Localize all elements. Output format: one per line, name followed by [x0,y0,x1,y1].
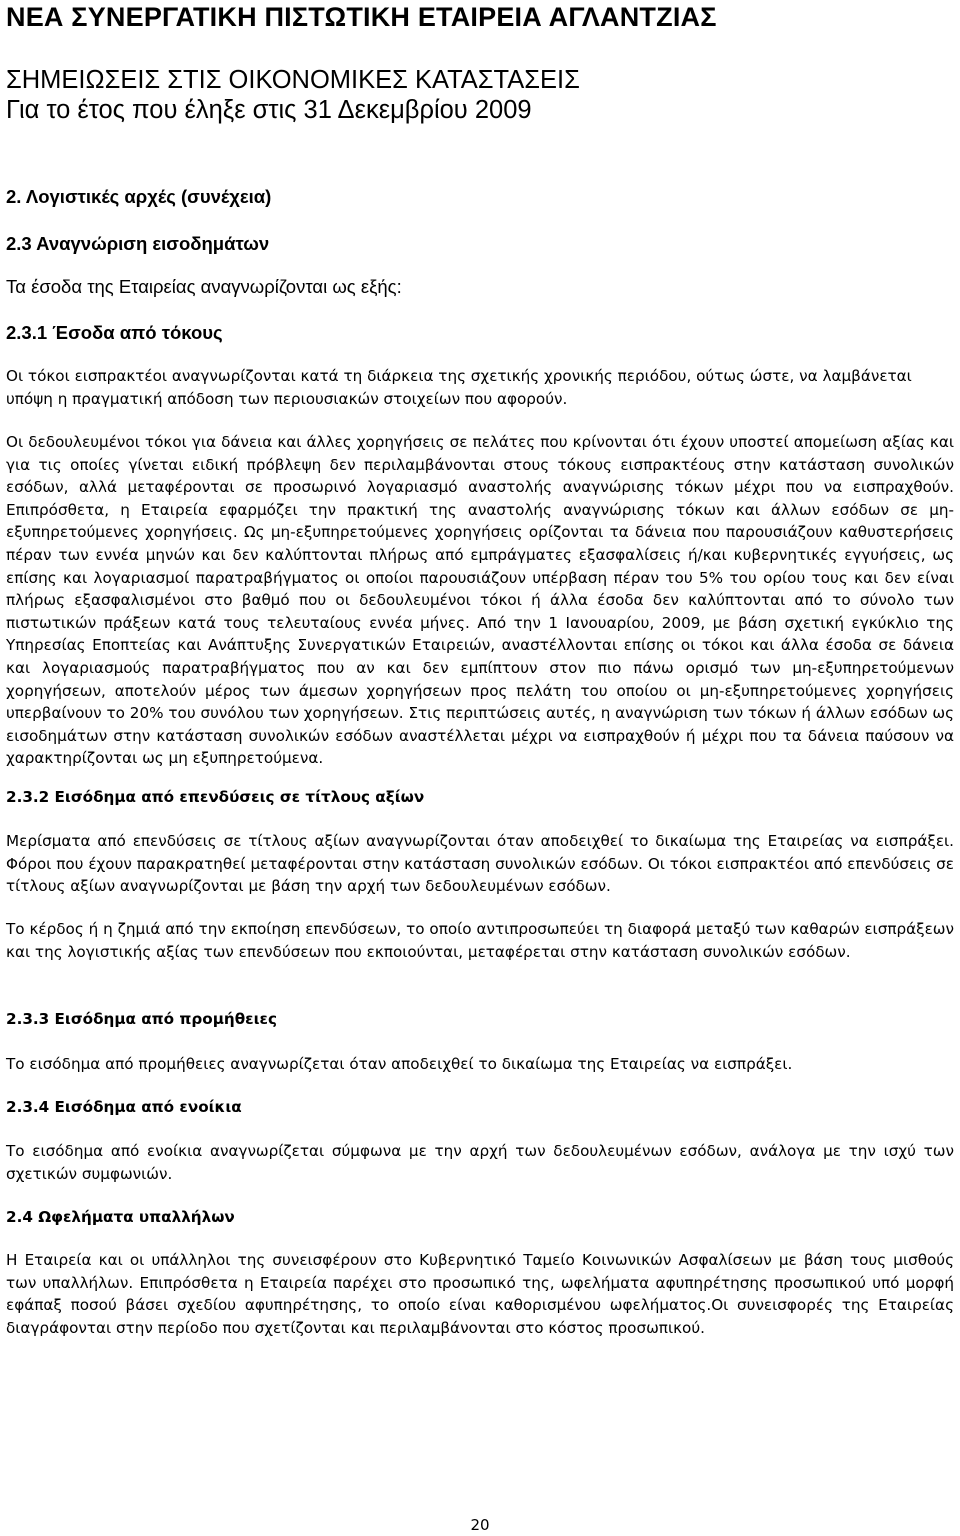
investment-income-paragraph-1: Μερίσματα από επενδύσεις σε τίτλους αξίων αναγνωρίζονται όταν αποδειχθεί το δικαίωμα της Εταιρείας να εισπράξει. Φόροι που έχουν παρακρατηθεί μεταφέρονται στην κατάσταση συνολικών εσόδων. Οι τόκοι εισπρακτέοι από επενδύσεις σε τίτλους αξίων αναγνωρίζονται με βάση την αρχή των δεδουλευμένων εσόδων. [6,832,954,896]
section-2-3-2-heading: 2.3.2 Εισόδημα από επενδύσεις σε τίτλους αξίων [6,788,425,806]
company-title: ΝΕΑ ΣΥΝΕΡΓΑΤΙΚΗ ΠΙΣΤΩΤΙΚΗ ΕΤΑΙΡΕΙΑ ΑΓΛΑΝΤΖΙΑΣ [6,2,717,32]
reporting-period: Για το έτος που έληξε στις 31 Δεκεμβρίου 2009 [6,96,532,124]
section-2-heading: 2. Λογιστικές αρχές (συνέχεια) [6,186,272,207]
rental-income-paragraph: Το εισόδημα από ενοίκια αναγνωρίζεται σύμφωνα με την αρχή των δεδουλευμένων εσόδων, ανάλογα με την ισχύ των σχετικών συμφωνιών. [6,1142,954,1183]
section-2-3-3-heading: 2.3.3 Εισόδημα από προμήθειες [6,1010,277,1028]
section-2-4-heading: 2.4 Ωφελήματα υπαλλήλων [6,1208,235,1226]
interest-income-paragraph-1: Οι τόκοι εισπρακτέοι αναγνωρίζονται κατά τη διάρκεια της σχετικής χρονικής περιόδου, ούτως ώστε, να λαμβάνεται υπόψη η πραγματική απόδοση των περιουσιακών στοιχείων που αφορούν. [6,367,912,408]
page-number: 20 [470,1516,490,1534]
interest-income-paragraph-2: Οι δεδουλευμένοι τόκοι για δάνεια και άλλες χορηγήσεις σε πελάτες που κρίνονται ότι έχουν υποστεί απομείωση αξίας και για τις οποίες γίνεται ειδική πρόβλεψη δεν περιλαμβάνονται στους τόκους εισπρακτέους στην κατάσταση συνολικών εσόδων, αλλά μεταφέρονται σε προσωρινό λογαριασμό αναστολής αναγνώρισης τόκων μέχρι που να εισπραχθούν. Επιπρόσθετα, η Εταιρεία εφαρμόζει την πρακτική της αναστολής αναγνώρισης τόκων και άλλων εσόδων σε μη-εξυπηρετούμενες χορηγήσεις. Ως μη-εξυπηρετούμενες χορηγήσεις ορίζονται τα δάνεια που παρουσιάζουν καθυστερήσεις πέραν των εννέα μηνών και δεν καλύπτονται πλήρως από εμπράγματες εξασφαλίσεις ή/και κυβερνητικές εγγυήσεις, ως επίσης και λογαριασμοί παρατραβήγματος οι οποίοι παρουσιάζουν υπέρβαση πέραν του 5% του ορίου τους και δεν είναι πλήρως εξασφαλισμένοι στο βαθμό που οι δεδουλευμένοι τόκοι ή άλλα έσοδα δεν καλύπτονται από το σύνολο των πιστωτικών πράξεων κατά τους τελευταίους εννέα μήνες. Από την 1 Ιανουαρίου, 2009, με βάση σχετική εγκύκλιο της Υπηρεσίας Εποπτείας και Ανάπτυξης Συνεργατικών Εταιρειών, αναστέλλονται επίσης οι τόκοι και άλλα έσοδα σε δάνεια και λογαριασμούς παρατραβήγματος που αν και δεν εμπίπτουν στον πιο πάνω ορισμό των μη-εξυπηρετούμενων χορηγήσεων, αποτελούν μέρος των άμεσων χορηγήσεων προς πελάτη του οποίου οι μη-εξυπηρετούμενες χορηγήσεις υπερβαίνουν το 20% του συνόλου των χορηγήσεων. Στις περιπτώσεις αυτές, η αναγνώριση των τόκων ή άλλων εσόδων ως εισοδημάτων στην κατάσταση συνολικών εσόδων αναστέλλεται μέχρι να εισπραχθούν ή μέχρι που τα δάνεια παύσουν να χαρακτηρίζονται ως μη εξυπηρετούμενα. [6,433,954,768]
section-2-3-heading: 2.3 Αναγνώριση εισοδημάτων [6,233,270,254]
section-2-3-1-heading: 2.3.1 Έσοδα από τόκους [6,322,223,343]
employee-benefits-paragraph: Η Εταιρεία και οι υπάλληλοι της συνεισφέρουν στο Κυβερνητικό Ταμείο Κοινωνικών Ασφαλίσεων με βάση τους μισθούς των υπαλλήλων. Επιπρόσθετα η Εταιρεία παρέχει στο προσωπικό της, ωφελήματα αφυπηρέτησης προσωπικού υπό μορφή εφάπαξ ποσού βάσει σχεδίου αφυπηρέτησης, το οποίο είναι καθορισμένου ωφελήματος.Οι συνεισφορές της Εταιρείας διαγράφονται στην περίοδο που σχετίζονται και περιλαμβάνονται στο κόστος προσωπικού. [6,1251,954,1337]
investment-income-paragraph-2: Το κέρδος ή η ζημιά από την εκποίηση επενδύσεων, το οποίο αντιπροσωπεύει τη διαφορά μεταξύ των καθαρών εισπράξεων και της λογιστικής αξίας των επενδύσεων που εκποιούνται, μεταφέρεται στην κατάσταση συνολικών εσόδων. [6,920,954,961]
document-title: ΣΗΜΕΙΩΣΕΙΣ ΣΤΙΣ ΟΙΚΟΝΟΜΙΚΕΣ ΚΑΤΑΣΤΑΣΕΙΣ [6,66,580,94]
section-2-3-4-heading: 2.3.4 Εισόδημα από ενοίκια [6,1098,242,1116]
commission-income-paragraph: Το εισόδημα από προμήθειες αναγνωρίζεται όταν αποδειχθεί το δικαίωμα της Εταιρείας να εισπράξει. [6,1055,793,1073]
section-2-3-intro: Τα έσοδα της Εταιρείας αναγνωρίζονται ως εξής: [6,276,402,297]
